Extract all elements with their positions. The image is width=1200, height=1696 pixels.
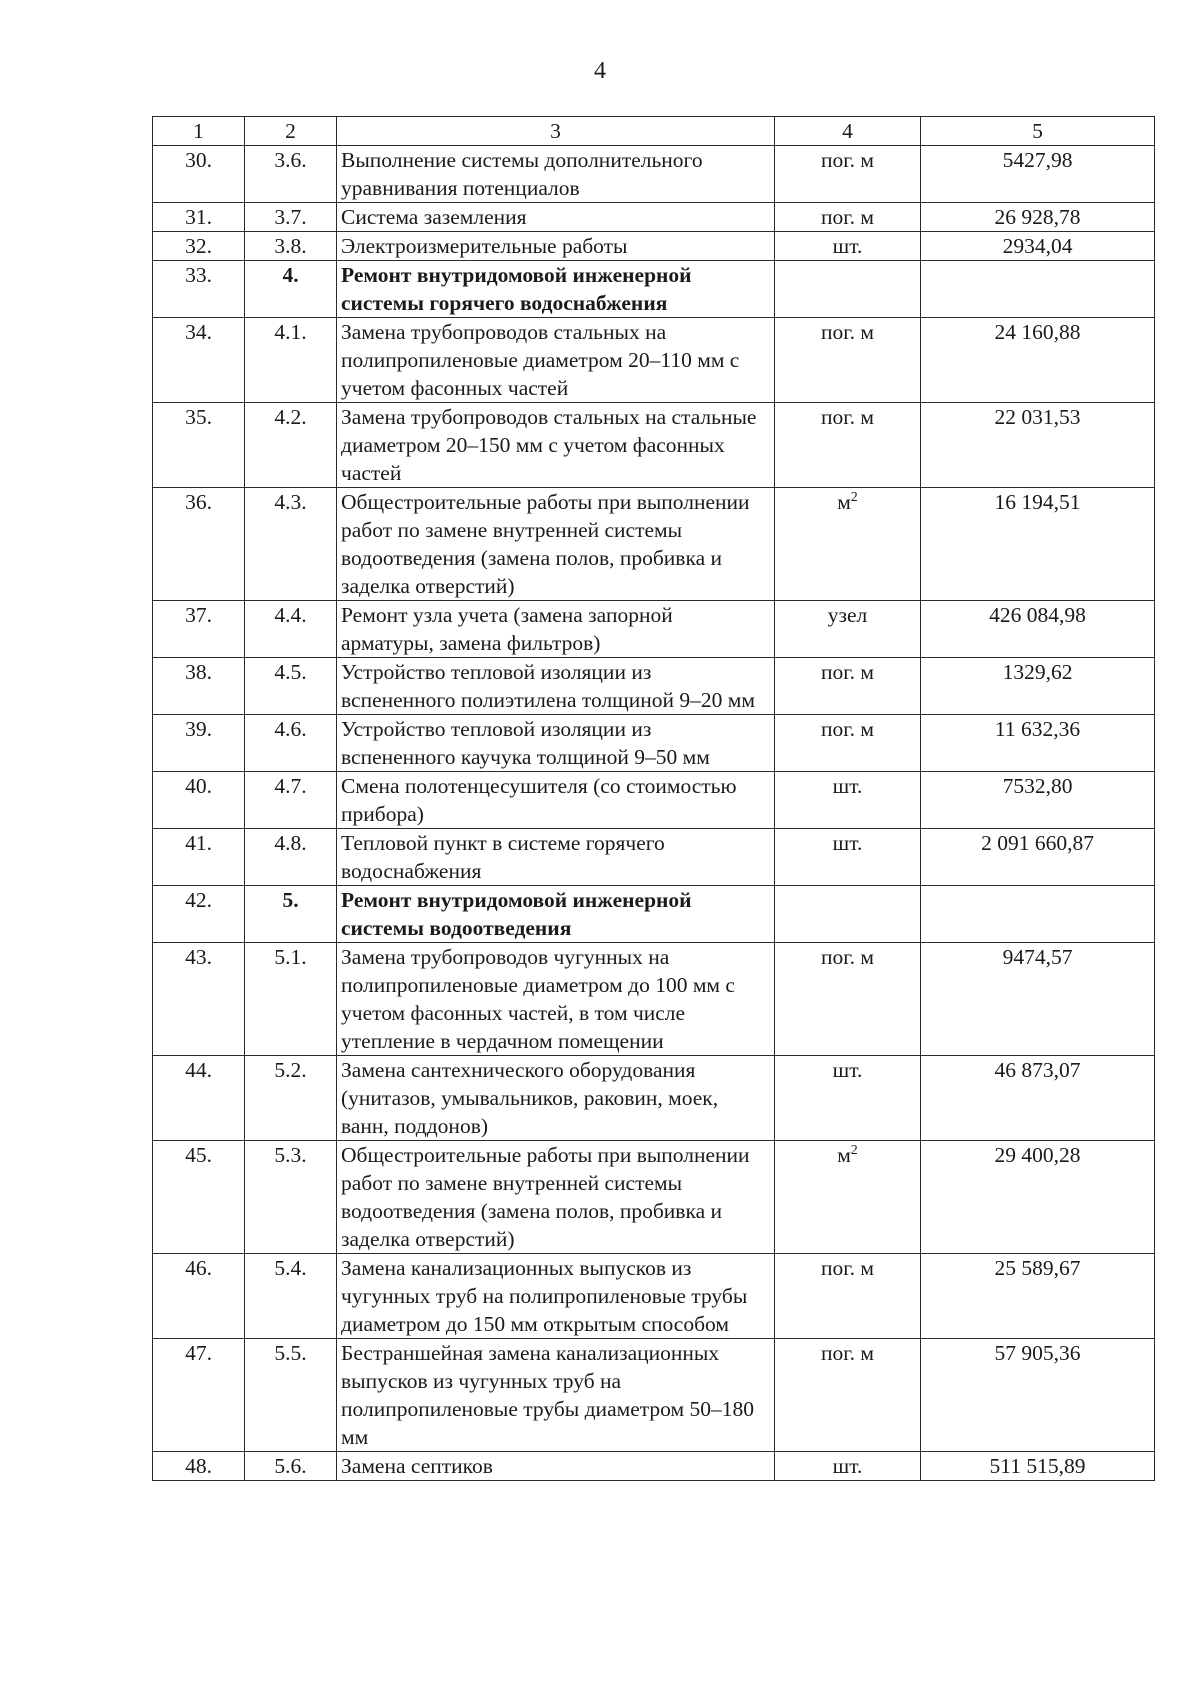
work-description-text: Замена канализационных выпусков из чугунных труб на полипропиленовые трубы диаметром до 150 мм открытым способом [341,1256,748,1336]
unit-text: пог. м [820,945,874,969]
work-description-cell [337,203,775,232]
work-description-cell [337,658,775,715]
table-row [153,772,1155,829]
row-number-text: 41. [185,831,212,855]
unit-text: пог. м [820,205,874,229]
unit-text: шт. [832,1058,863,1082]
value-cell [921,772,1155,829]
value-text: 16 194,51 [994,490,1081,514]
section-code-cell [245,146,337,203]
table-row [153,146,1155,203]
unit-text: м [837,490,851,514]
row-number-cell [153,829,245,886]
value-cell [921,146,1155,203]
work-description-text: Ремонт узла учета (замена запорной арматуры, замена фильтров) [341,603,673,655]
row-number-text: 36. [185,490,212,514]
work-description-text: Общестроительные работы при выполнении работ по замене внутренней системы водоотведения (замена полов, пробивка и заделка отверстий) [341,490,750,598]
table-row [153,488,1155,601]
value-cell [921,829,1155,886]
unit-superscript: 2 [850,489,858,505]
section-code-cell [245,261,337,318]
work-description-cell [337,943,775,1056]
value-cell [921,601,1155,658]
section-code-text: 4.6. [274,717,307,741]
section-code-text: 4.4. [274,603,307,627]
unit-cell [775,203,921,232]
section-code-text: 4.3. [274,490,307,514]
unit-cell [775,829,921,886]
unit-cell [775,403,921,488]
section-code-text: 4.5. [274,660,307,684]
work-description-cell [337,261,775,318]
value-text: 57 905,36 [994,1341,1081,1365]
work-description-text: Общестроительные работы при выполнении работ по замене внутренней системы водоотведения (замена полов, пробивка и заделка отверстий) [341,1143,750,1251]
row-number-text: 37. [185,603,212,627]
table-row [153,601,1155,658]
section-code-text: 5.5. [274,1341,307,1365]
unit-text: шт. [832,1454,863,1478]
table-row [153,1254,1155,1339]
row-number-cell [153,1141,245,1254]
section-code-text: 4.8. [274,831,307,855]
unit-cell [775,943,921,1056]
row-number-cell [153,146,245,203]
unit-text: пог. м [820,1256,874,1280]
table-row [153,1141,1155,1254]
work-description-text: Тепловой пункт в системе горячего водоснабжения [341,831,665,883]
row-number-cell [153,1339,245,1452]
value-text: 11 632,36 [994,717,1081,741]
unit-cell [775,601,921,658]
row-number-text: 31. [185,205,212,229]
unit-text: пог. м [820,148,874,172]
header-col-5: 5 [921,117,1155,146]
value-cell [921,715,1155,772]
row-number-text: 40. [185,774,212,798]
unit-cell [775,261,921,318]
section-code-text: 4.7. [274,774,307,798]
unit-cell [775,1339,921,1452]
section-code-cell [245,318,337,403]
work-description-text: Замена трубопроводов стальных на полипропиленовые диаметром 20–110 мм с учетом фасонных частей [341,320,740,400]
row-number-text: 39. [185,717,212,741]
row-number-cell [153,318,245,403]
unit-cell [775,715,921,772]
table-row [153,715,1155,772]
table-row [153,1339,1155,1452]
section-code-text: 5. [282,888,299,912]
work-description-cell [337,1141,775,1254]
row-number-cell [153,658,245,715]
unit-cell [775,1452,921,1481]
value-cell [921,318,1155,403]
work-description-cell [337,1452,775,1481]
unit-cell [775,658,921,715]
section-code-text: 3.8. [274,234,307,258]
work-description-text: Устройство тепловой изоляции из вспененного полиэтилена толщиной 9–20 мм [341,660,755,712]
work-description-text: Ремонт внутридомовой инженерной системы водоотведения [341,888,692,940]
value-text: 25 589,67 [994,1256,1081,1280]
work-description-text: Выполнение системы дополнительного уравнивания потенциалов [341,148,703,200]
section-code-text: 3.6. [274,148,307,172]
work-description-text: Замена септиков [341,1454,493,1478]
section-code-text: 4.2. [274,405,307,429]
section-code-cell [245,1056,337,1141]
unit-text: пог. м [820,320,874,344]
value-cell [921,1056,1155,1141]
work-description-cell [337,488,775,601]
value-text: 46 873,07 [994,1058,1081,1082]
section-code-cell [245,403,337,488]
section-code-cell [245,1254,337,1339]
section-code-text: 5.4. [274,1256,307,1280]
work-description-cell [337,403,775,488]
row-number-text: 46. [185,1256,212,1280]
value-cell [921,261,1155,318]
section-code-cell [245,232,337,261]
unit-superscript: 2 [850,1142,858,1158]
value-cell [921,488,1155,601]
value-text: 426 084,98 [989,603,1086,627]
value-text: 2 091 660,87 [981,831,1094,855]
unit-text: пог. м [820,717,874,741]
value-text: 1329,62 [1002,660,1073,684]
unit-text: шт. [832,234,863,258]
section-code-cell [245,829,337,886]
section-code-text: 5.6. [274,1454,307,1478]
value-text: 22 031,53 [994,405,1081,429]
value-cell [921,886,1155,943]
section-code-cell [245,1452,337,1481]
work-description-text: Устройство тепловой изоляции из вспененного каучука толщиной 9–50 мм [341,717,710,769]
row-number-text: 32. [185,234,212,258]
section-code-cell [245,1141,337,1254]
row-number-cell [153,1452,245,1481]
work-description-text: Бестраншейная замена канализационных выпусков из чугунных труб на полипропиленовые трубы диаметром 50–180 мм [341,1341,754,1449]
row-number-text: 44. [185,1058,212,1082]
row-number-text: 38. [185,660,212,684]
row-number-cell [153,772,245,829]
section-code-cell [245,943,337,1056]
work-description-cell [337,886,775,943]
row-number-cell [153,1254,245,1339]
work-description-text: Смена полотенцесушителя (со стоимостью прибора) [341,774,737,826]
table-body [153,146,1155,1481]
page-number: 4 [594,58,606,84]
work-description-cell [337,1056,775,1141]
row-number-cell [153,403,245,488]
row-number-text: 35. [185,405,212,429]
section-code-cell [245,1339,337,1452]
unit-cell [775,772,921,829]
value-cell [921,1141,1155,1254]
header-col-4: 4 [775,117,921,146]
table-row [153,203,1155,232]
table-row [153,658,1155,715]
row-number-cell [153,1056,245,1141]
row-number-text: 34. [185,320,212,344]
section-code-cell [245,715,337,772]
section-code-text: 5.3. [274,1143,307,1167]
table-row [153,1056,1155,1141]
table-row [153,1452,1155,1481]
row-number-text: 43. [185,945,212,969]
value-text: 9474,57 [1002,945,1073,969]
value-cell [921,1339,1155,1452]
table-row [153,829,1155,886]
section-code-text: 5.1. [274,945,307,969]
value-cell [921,232,1155,261]
table-header-row [153,117,1155,146]
unit-cell [775,146,921,203]
work-description-cell [337,715,775,772]
row-number-text: 33. [185,263,212,287]
value-text: 2934,04 [1002,234,1073,258]
section-code-text: 4.1. [274,320,307,344]
header-col-3: 3 [337,117,775,146]
unit-text: узел [827,603,868,627]
value-text: 29 400,28 [994,1143,1081,1167]
work-description-cell [337,232,775,261]
value-text: 24 160,88 [994,320,1081,344]
unit-cell [775,1254,921,1339]
table-row [153,403,1155,488]
work-description-cell [337,601,775,658]
section-code-text: 5.2. [274,1058,307,1082]
work-description-text: Система заземления [341,205,527,229]
value-text: 7532,80 [1002,774,1073,798]
row-number-text: 48. [185,1454,212,1478]
work-description-cell [337,318,775,403]
header-col-2: 2 [245,117,337,146]
row-number-text: 30. [185,148,212,172]
work-description-cell [337,772,775,829]
unit-cell [775,488,921,601]
section-code-cell [245,203,337,232]
row-number-text: 42. [185,888,212,912]
unit-text: шт. [832,774,863,798]
section-code-cell [245,658,337,715]
row-number-cell [153,488,245,601]
section-code-text: 4. [282,263,299,287]
work-description-text: Электроизмерительные работы [341,234,628,258]
unit-cell [775,1141,921,1254]
value-text: 26 928,78 [994,205,1081,229]
section-code-cell [245,488,337,601]
row-number-cell [153,715,245,772]
table-row [153,886,1155,943]
work-description-cell [337,146,775,203]
value-cell [921,1254,1155,1339]
header-col-1: 1 [153,117,245,146]
table-row [153,261,1155,318]
row-number-cell [153,943,245,1056]
unit-cell [775,232,921,261]
work-description-text: Замена сантехнического оборудования (унитазов, умывальников, раковин, моек, ванн, поддонов) [341,1058,719,1138]
row-number-cell [153,601,245,658]
row-number-text: 45. [185,1143,212,1167]
work-description-text: Замена трубопроводов стальных на стальные диаметром 20–150 мм с учетом фасонных частей [341,405,757,485]
unit-cell [775,1056,921,1141]
unit-text: м [837,1143,851,1167]
work-description-cell [337,1254,775,1339]
row-number-text: 47. [185,1341,212,1365]
table-row [153,232,1155,261]
value-cell [921,403,1155,488]
section-code-cell [245,772,337,829]
row-number-cell [153,886,245,943]
value-cell [921,203,1155,232]
row-number-cell [153,203,245,232]
value-cell [921,1452,1155,1481]
works-table [152,116,1155,1481]
work-description-text: Ремонт внутридомовой инженерной системы горячего водоснабжения [341,263,692,315]
work-description-text: Замена трубопроводов чугунных на полипропиленовые диаметром до 100 мм с учетом фасонных частей, в том числе утепление в чердачном помещении [341,945,735,1053]
unit-text: шт. [832,831,863,855]
table-row [153,943,1155,1056]
unit-cell [775,886,921,943]
row-number-cell [153,261,245,318]
value-text: 511 515,89 [989,1454,1086,1478]
table-row [153,318,1155,403]
value-text: 5427,98 [1002,148,1073,172]
work-description-cell [337,1339,775,1452]
section-code-text: 3.7. [274,205,307,229]
unit-text: пог. м [820,1341,874,1365]
section-code-cell [245,601,337,658]
row-number-cell [153,232,245,261]
unit-text: пог. м [820,405,874,429]
work-description-cell [337,829,775,886]
value-cell [921,658,1155,715]
unit-cell [775,318,921,403]
unit-text: пог. м [820,660,874,684]
value-cell [921,943,1155,1056]
section-code-cell [245,886,337,943]
